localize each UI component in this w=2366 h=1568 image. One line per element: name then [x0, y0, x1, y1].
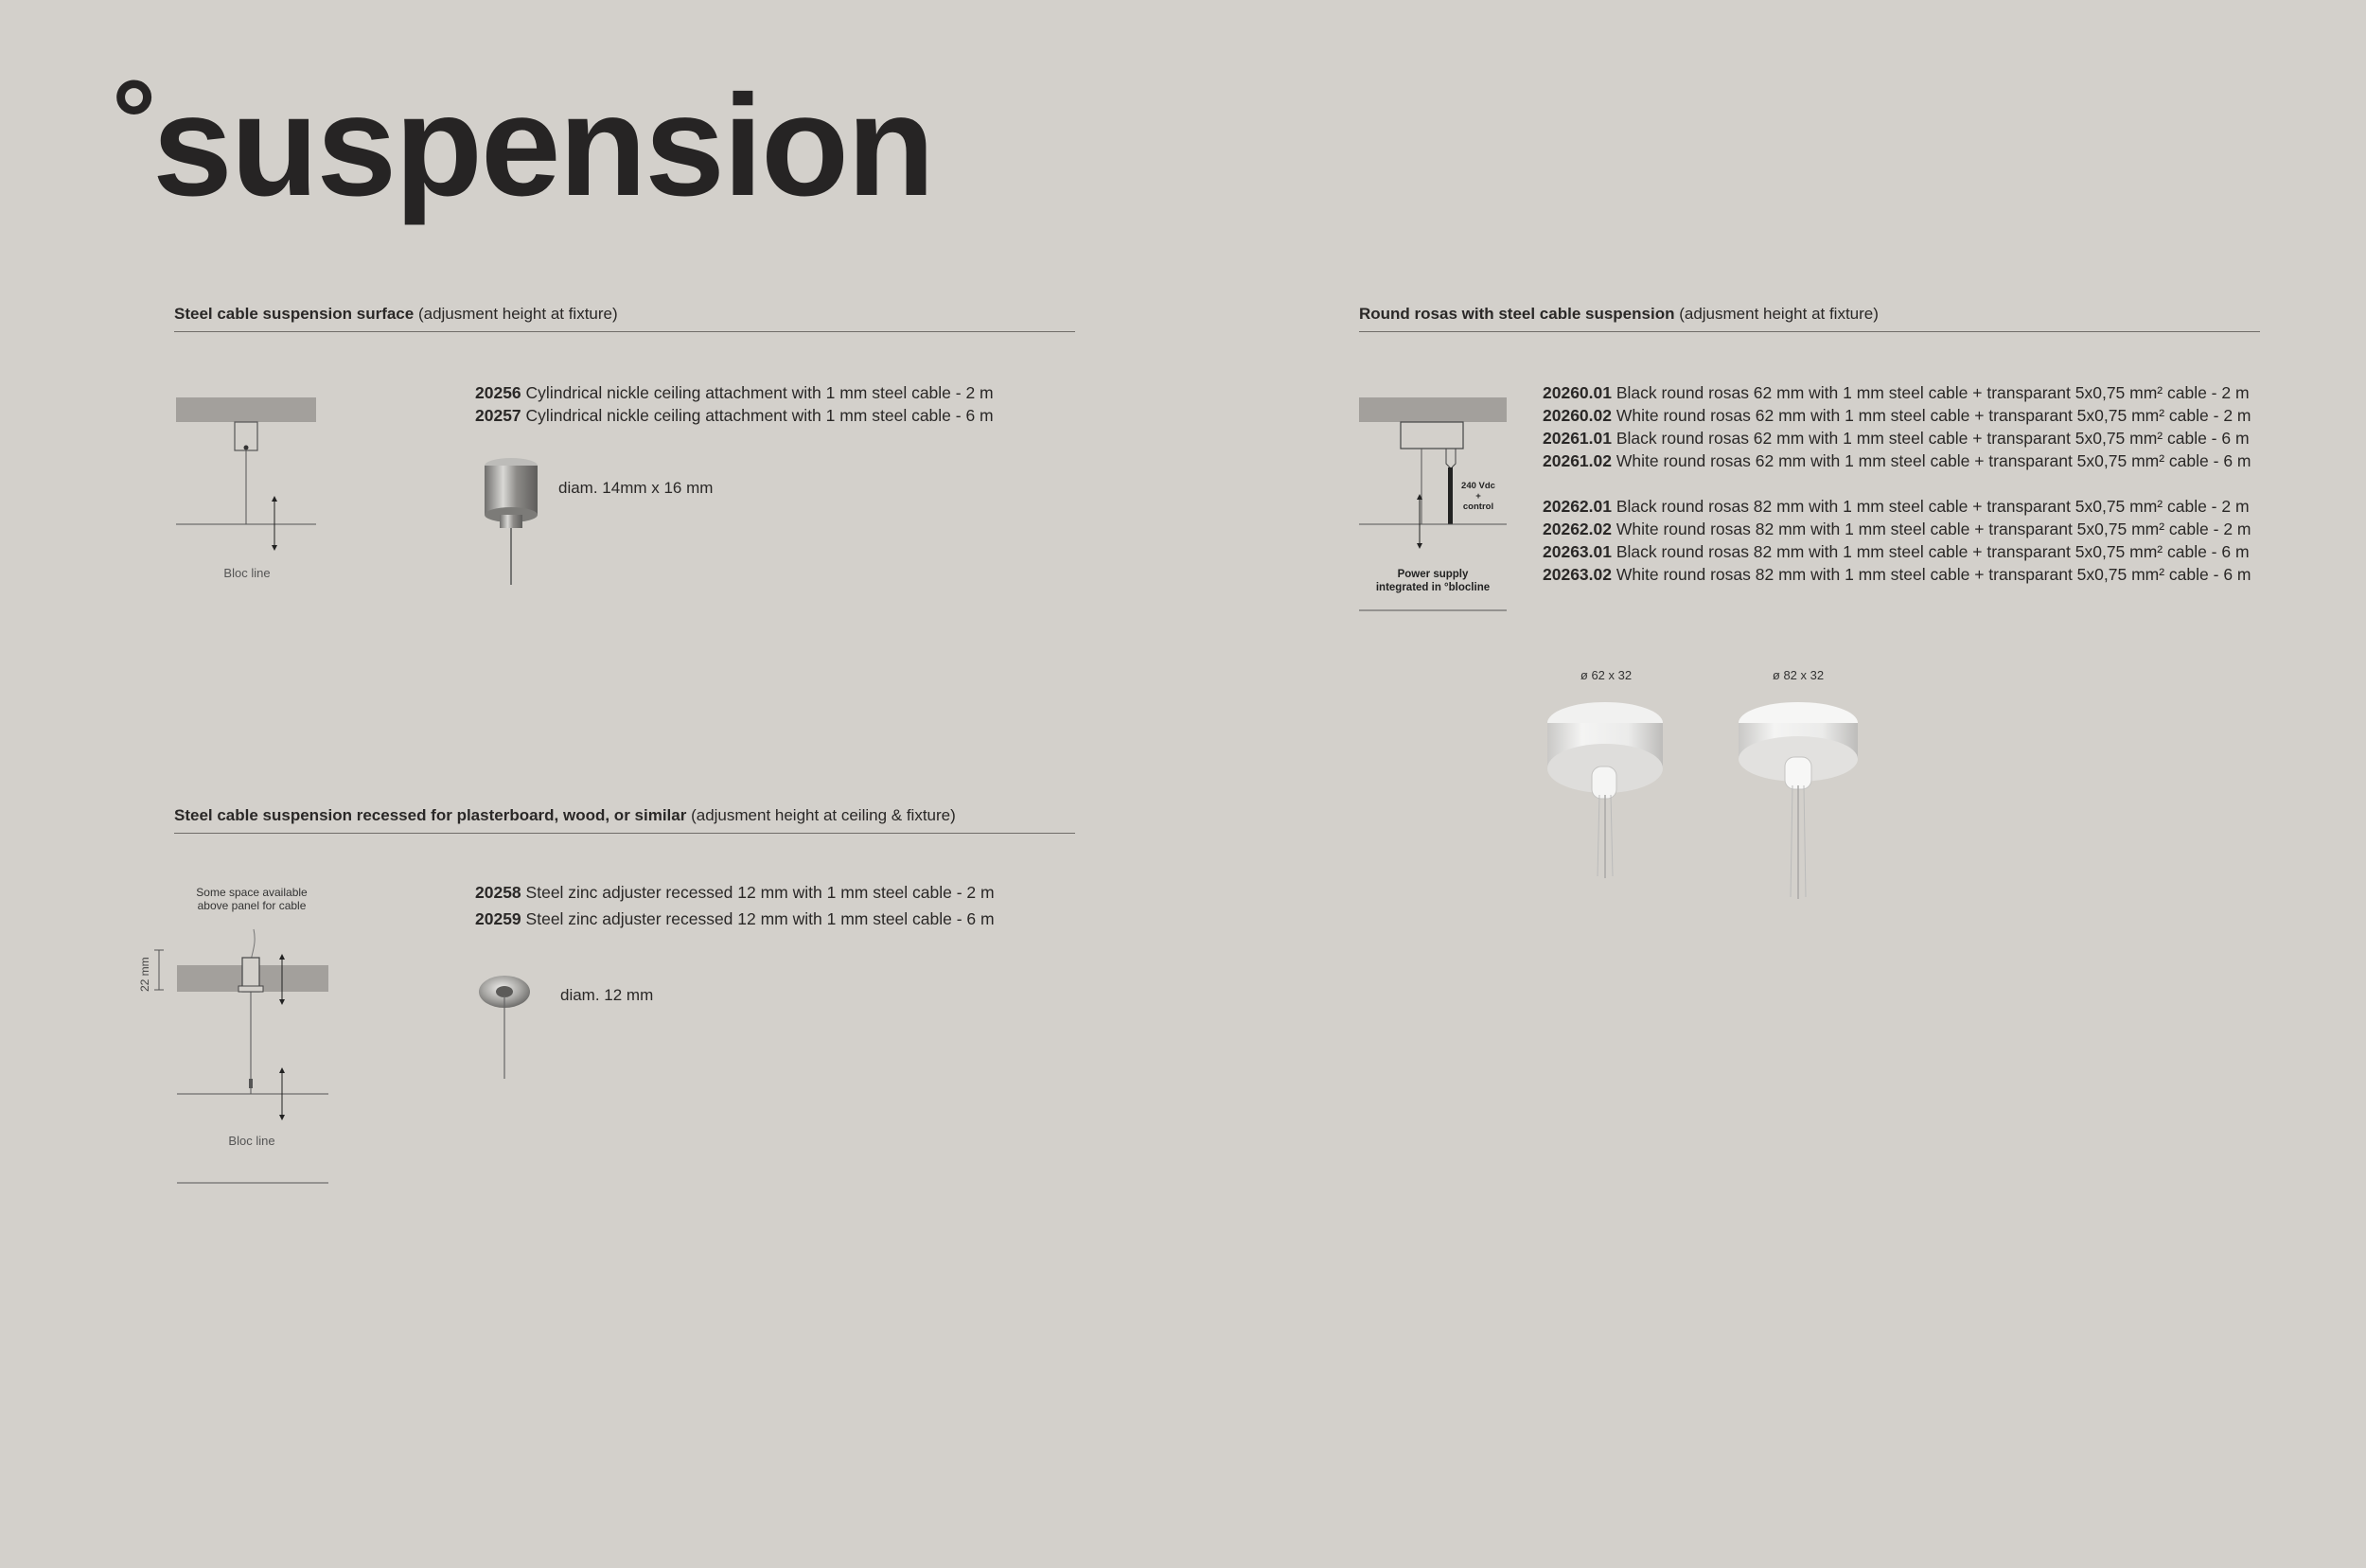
product-code: 20257	[475, 406, 521, 425]
title-degree: °	[112, 58, 155, 183]
section-surface-rule	[174, 331, 1075, 332]
section-surface-heading-light: (adjusment height at fixture)	[417, 305, 618, 323]
product-code: 20259	[475, 909, 521, 928]
product-code: 20261.02	[1543, 451, 1612, 470]
product-desc: White round rosas 62 mm with 1 mm steel cable + transparant 5x0,75 mm² cable - 2 m	[1616, 406, 2251, 425]
product-code: 20262.02	[1543, 520, 1612, 538]
product-code: 20263.02	[1543, 565, 1612, 584]
surface-product-list	[475, 381, 994, 427]
recessed-diagram-label: Bloc line	[228, 1134, 275, 1148]
product-code: 20262.01	[1543, 497, 1612, 516]
product-row	[1543, 495, 2251, 518]
product-desc: White round rosas 62 mm with 1 mm steel cable + transparant 5x0,75 mm² cable - 6 m	[1616, 451, 2251, 470]
surface-dimension: diam. 14mm x 16 mm	[558, 479, 714, 497]
product-code: 20260.02	[1543, 406, 1612, 425]
recessed-mount-diagram	[151, 927, 341, 1188]
rosas-power-label	[1450, 481, 1507, 512]
product-row	[1543, 518, 2251, 540]
product-code: 20258	[475, 883, 521, 902]
rosas-product-list-62	[1543, 381, 2251, 472]
note-line: Some space available	[196, 886, 308, 899]
section-rosas-heading-bold: Round rosas with steel cable suspension	[1359, 305, 1675, 323]
label-line: integrated in °blocline	[1375, 582, 1491, 593]
rosas-diagram-label	[1359, 568, 1507, 594]
product-desc: White round rosas 82 mm with 1 mm steel cable + transparant 5x0,75 mm² cable - 2 m	[1616, 520, 2251, 538]
product-row	[1543, 404, 2251, 427]
rosas-size-large: ø 82 x 32	[1772, 668, 1825, 682]
product-desc: Cylindrical nickle ceiling attachment with 1 mm steel cable - 6 m	[525, 406, 994, 425]
product-desc: Black round rosas 62 mm with 1 mm steel cable + transparant 5x0,75 mm² cable - 2 m	[1616, 383, 2250, 402]
cylindrical-attachment-image	[481, 454, 541, 587]
rosas-62-image	[1546, 700, 1666, 880]
section-recessed-heading-bold: Steel cable suspension recessed for plasterboard, wood, or similar	[174, 806, 687, 824]
recessed-product-list	[475, 879, 995, 932]
product-desc: Cylindrical nickle ceiling attachment with 1 mm steel cable - 2 m	[525, 383, 994, 402]
product-row	[475, 381, 994, 404]
product-desc: White round rosas 82 mm with 1 mm steel cable + transparant 5x0,75 mm² cable - 6 m	[1616, 565, 2251, 584]
product-row	[1543, 381, 2251, 404]
product-code: 20260.01	[1543, 383, 1612, 402]
label-line: Power supply	[1397, 569, 1469, 580]
note-line: above panel for cable	[197, 899, 307, 912]
section-recessed-rule	[174, 833, 1075, 834]
product-row	[1543, 540, 2251, 563]
product-desc: Steel zinc adjuster recessed 12 mm with 1 mm steel cable - 2 m	[525, 883, 995, 902]
rosas-82-image	[1738, 700, 1861, 908]
section-recessed-heading-light: (adjusment height at ceiling & fixture)	[691, 806, 956, 824]
product-row	[475, 404, 994, 427]
power-line: control	[1462, 502, 1494, 512]
section-surface-heading	[174, 305, 618, 324]
recessed-diagram-note	[176, 886, 327, 912]
product-code: 20263.01	[1543, 542, 1612, 561]
product-row	[475, 906, 995, 932]
surface-mount-diagram	[176, 396, 318, 537]
recessed-height-label: 22 mm	[138, 957, 151, 992]
section-surface-heading-bold: Steel cable suspension surface	[174, 305, 415, 323]
product-desc: Steel zinc adjuster recessed 12 mm with 1 mm steel cable - 6 m	[525, 909, 995, 928]
section-rosas-heading	[1359, 305, 1879, 324]
product-desc: Black round rosas 82 mm with 1 mm steel cable + transparant 5x0,75 mm² cable - 2 m	[1616, 497, 2250, 516]
page-title	[112, 58, 933, 226]
product-row	[1543, 563, 2251, 586]
recessed-adjuster-image	[478, 973, 531, 1082]
product-row	[475, 879, 995, 906]
product-code: 20256	[475, 383, 521, 402]
recessed-dimension: diam. 12 mm	[560, 986, 654, 1004]
product-desc: Black round rosas 62 mm with 1 mm steel cable + transparant 5x0,75 mm² cable - 6 m	[1616, 429, 2250, 448]
product-desc: Black round rosas 82 mm with 1 mm steel cable + transparant 5x0,75 mm² cable - 6 m	[1616, 542, 2250, 561]
section-rosas-rule	[1359, 331, 2260, 332]
section-recessed-heading	[174, 806, 956, 825]
product-code: 20261.01	[1543, 429, 1612, 448]
product-row	[1543, 427, 2251, 449]
rosas-size-small: ø 62 x 32	[1580, 668, 1633, 682]
power-line: +	[1475, 491, 1481, 502]
rosas-product-list-82	[1543, 495, 2251, 586]
surface-diagram-label: Bloc line	[223, 566, 271, 580]
title-text: suspension	[152, 65, 933, 226]
product-row	[1543, 449, 2251, 472]
power-line: 240 Vdc	[1461, 481, 1495, 491]
section-rosas-heading-light: (adjusment height at fixture)	[1679, 305, 1879, 323]
